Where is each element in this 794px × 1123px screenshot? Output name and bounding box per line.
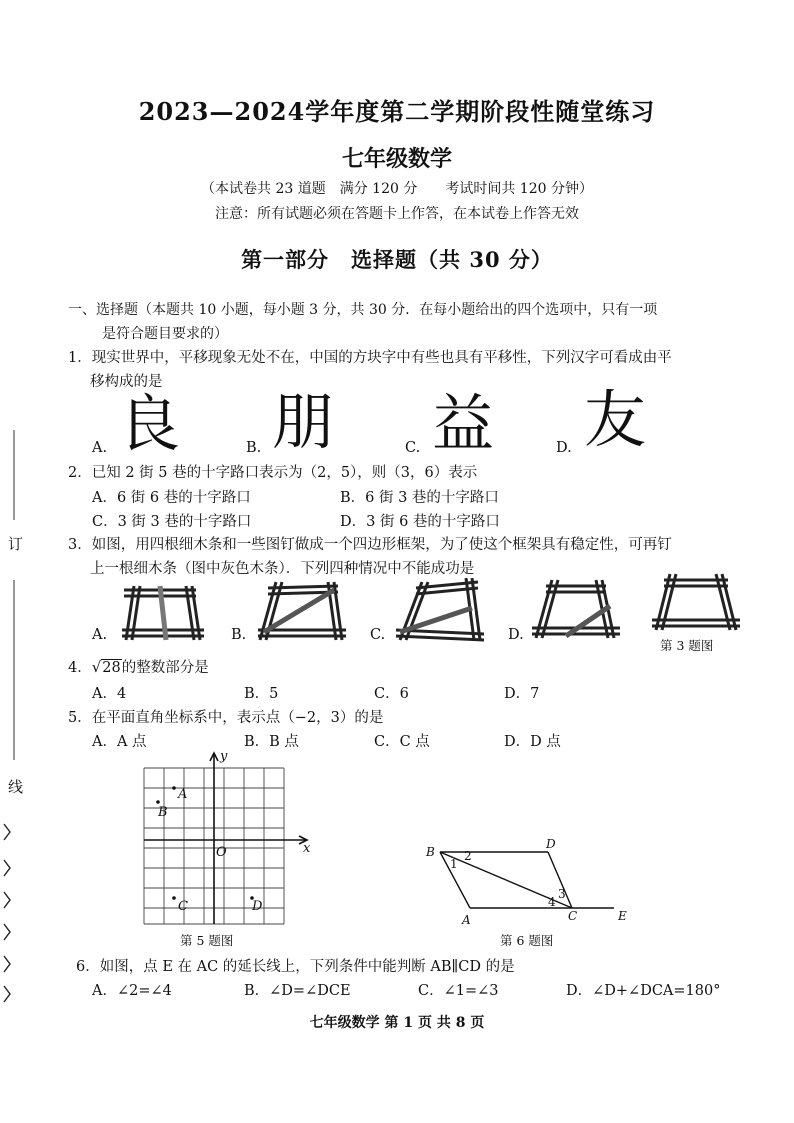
q6-option-a: A．∠2=∠4 (92, 983, 172, 999)
q3-stem-line2: 上一根细木条（图中灰色木条）．下列四种情况中不能成功是 (90, 561, 475, 577)
q3-caption: 第 3 题图 (660, 638, 714, 653)
q6-option-d: D．∠D+∠DCA=180° (566, 983, 721, 999)
q1-option-b-label: B. (246, 440, 262, 456)
q3-figure-d (528, 578, 624, 642)
q6-geometry-figure (418, 836, 638, 926)
q5-option-c: C．C 点 (374, 734, 430, 750)
margin-xian: 线 (8, 778, 24, 796)
q2-option-b: B．6 街 3 巷的十字路口 (340, 490, 499, 506)
q4-radicand: 28 (102, 660, 121, 676)
exam-title: 2023—2024学年度第二学期阶段性随堂练习 (138, 97, 656, 126)
svg-text:A: A (462, 913, 471, 926)
svg-text:A: A (178, 787, 188, 802)
part1-title: 第一部分 选择题（共 30 分） (241, 247, 553, 272)
q4-option-c: C．6 (374, 686, 409, 702)
svg-text:C: C (178, 899, 188, 914)
exam-subject: 七年级数学 (341, 146, 452, 172)
q2-stem: 2．已知 2 街 5 巷的十字路口表示为（2，5），则（3，6）表示 (68, 465, 478, 481)
q3-label-c: C. (370, 627, 386, 643)
q1-option-c-char: 益 (432, 387, 495, 460)
svg-text:E: E (618, 909, 627, 923)
q5-option-a: A．A 点 (92, 734, 147, 750)
svg-text:D: D (252, 899, 263, 914)
svg-text:D: D (546, 837, 556, 851)
radical-sign: √ (91, 658, 102, 676)
svg-text:y: y (220, 749, 228, 764)
q5-stem: 5．在平面直角坐标系中，表示点（−2，3）的是 (68, 710, 384, 726)
q4-option-b: B．5 (244, 686, 279, 702)
q1-option-a-label: A. (92, 440, 108, 456)
q5-coordinate-grid (140, 748, 320, 928)
svg-text:x: x (303, 841, 311, 856)
q5-caption: 第 5 题图 (180, 933, 234, 948)
q4-stem-rest: 的整数部分是 (121, 660, 209, 676)
q1-option-d-char: 友 (584, 383, 647, 456)
q3-stem-line1: 3．如图，用四根细木条和一些图钉做成一个四边形框架，为了使这个框架具有稳定性，可再钉 (68, 537, 672, 553)
q1-option-c-label: C. (405, 440, 421, 456)
section-instruction (68, 298, 748, 346)
q3-label-d: D. (508, 627, 524, 643)
svg-text:3: 3 (558, 887, 566, 901)
q1-option-d-label: D. (556, 440, 572, 456)
exam-notice: 注意：所有试题必须在答题卡上作答，在本试卷上作答无效 (215, 206, 579, 222)
q1-option-a-char: 良 (118, 387, 181, 460)
instruction-line2: 是符合题目要求的） (102, 326, 228, 342)
q1-stem-line1: 1．现实世界中，平移现象无处不在，中国的方块字中有些也具有平移性，下列汉字可看成由平 (68, 350, 672, 366)
q3-figure-reference (650, 572, 742, 632)
svg-text:4: 4 (548, 895, 556, 909)
exam-info: （本试卷共 23 道题 满分 120 分 考试时间共 120 分钟） (201, 181, 593, 197)
q3-figure-a (118, 580, 210, 642)
q6-option-b: B．∠D=∠DCE (244, 983, 351, 999)
svg-text:C: C (568, 909, 578, 923)
q4-number: 4． (68, 660, 92, 676)
q5-option-d: D．D 点 (504, 734, 561, 750)
svg-text:2: 2 (464, 849, 472, 863)
q1-stem-line2: 移构成的是 (90, 374, 163, 390)
q2-option-a: A．6 街 6 巷的十字路口 (92, 490, 251, 506)
q1-option-b-char: 朋 (272, 385, 335, 458)
q2-option-c: C．3 街 3 巷的十字路口 (92, 514, 252, 530)
q4-option-a: A．4 (92, 686, 127, 702)
q3-figure-b (254, 578, 350, 642)
q3-figure-c (392, 578, 488, 642)
q2-option-d: D．3 街 6 巷的十字路口 (340, 514, 500, 530)
page-footer: 七年级数学 第 1 页 共 8 页 (309, 1015, 485, 1031)
q3-label-a: A. (92, 627, 108, 643)
q6-caption: 第 6 题图 (500, 933, 554, 948)
svg-text:O: O (216, 845, 227, 860)
q4-option-d: D．7 (504, 686, 540, 702)
q6-stem: 6．如图，点 E 在 AC 的延长线上，下列条件中能判断 AB∥CD 的是 (76, 959, 515, 975)
svg-text:1: 1 (450, 857, 458, 871)
instruction-line1: 一、选择题（本题共 10 小题，每小题 3 分，共 30 分．在每小题给出的四个选项中，只有一项 (68, 302, 658, 318)
svg-text:B: B (426, 845, 435, 859)
binding-line (0, 280, 20, 1020)
q3-label-b: B. (231, 627, 247, 643)
q6-option-c: C．∠1=∠3 (418, 983, 499, 999)
margin-ding: 订 (8, 535, 24, 553)
q5-option-b: B．B 点 (244, 734, 299, 750)
svg-text:B: B (158, 805, 168, 820)
q4-stem (68, 655, 209, 680)
